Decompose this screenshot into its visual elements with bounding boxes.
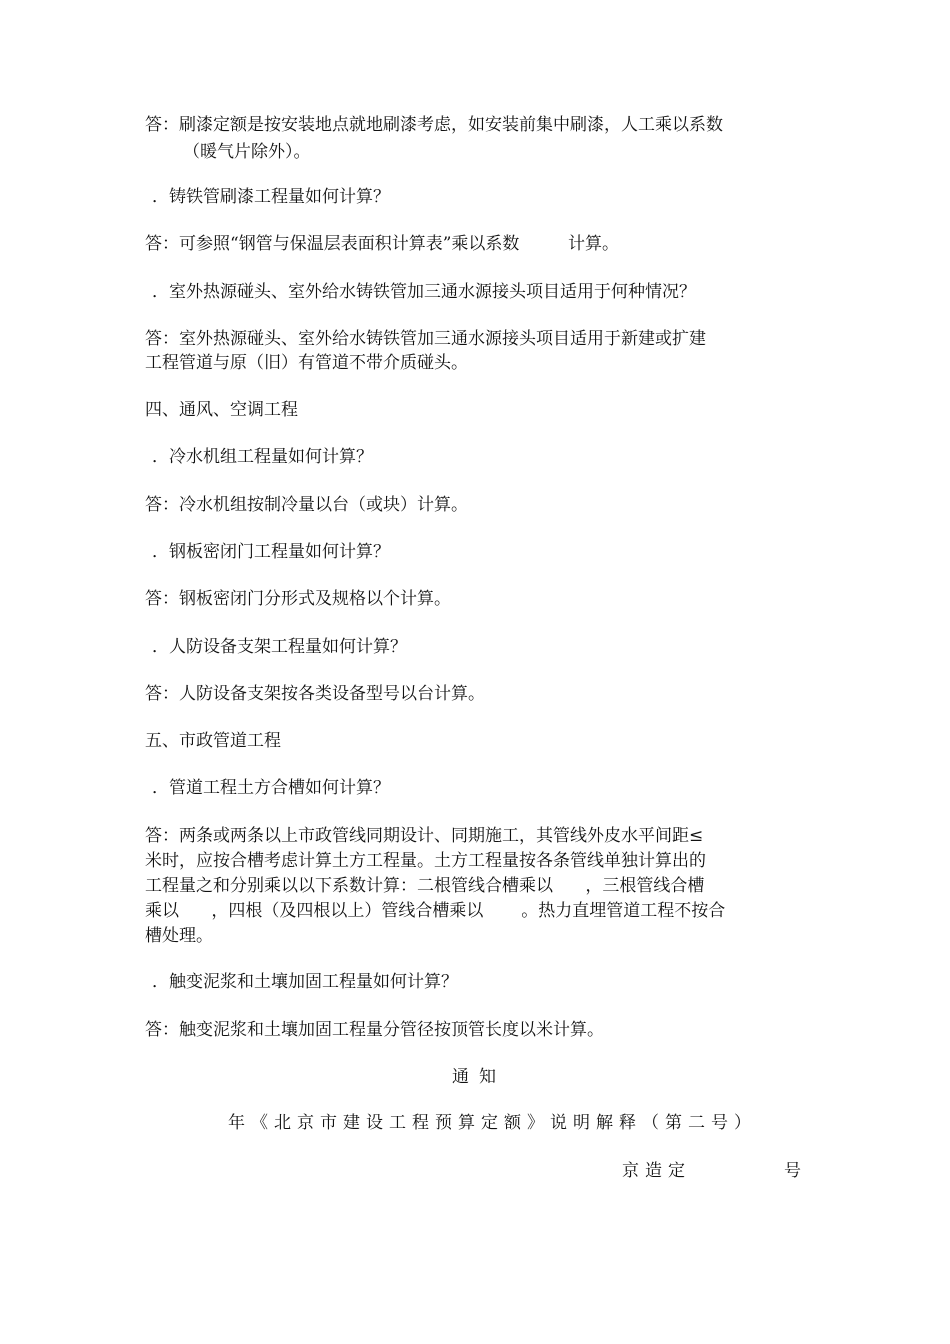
answer-thixotropic-slurry: 答：触变泥浆和土壤加固工程量分管径按顶管长度以米计算。 [145, 1020, 604, 1040]
section-heading-municipal: 五、市政管道工程 [145, 731, 281, 751]
answer-paint-quota-cont: （暖气片除外）。 [183, 142, 311, 162]
question-chiller: ．冷水机组工程量如何计算？ [152, 447, 373, 467]
answer-trench-earthwork-line5: 槽处理。 [145, 926, 213, 946]
question-trench-earthwork: ．管道工程土方合槽如何计算？ [152, 778, 390, 798]
notice-title: 通知 [452, 1067, 506, 1087]
answer-trench-earthwork-line2: 米时，应按合槽考虑计算土方工程量。土方工程量按各条管线单独计算出的 [145, 851, 706, 871]
answer-trench-earthwork: 答：两条或两条以上市政管线同期设计、同期施工，其管线外皮水平间距≤ [145, 826, 704, 846]
answer-trench-earthwork-line4: 乘以 ，四根（及四根以上）管线合槽乘以 。热力直埋管道工程不按合 [145, 901, 726, 921]
answer-civil-defense-bracket: 答：人防设备支架按各类设备型号以台计算。 [145, 684, 485, 704]
notice-doc-number-suffix: 号 [784, 1161, 801, 1181]
answer-steel-door: 答：钢板密闭门分形式及规格以个计算。 [145, 589, 451, 609]
question-steel-door: ．钢板密闭门工程量如何计算？ [152, 542, 390, 562]
question-outdoor-connection: ．室外热源碰头、室外给水铸铁管加三通水源接头项目适用于何种情况？ [152, 282, 696, 302]
answer-chiller: 答：冷水机组按制冷量以台（或块）计算。 [145, 495, 468, 515]
answer-paint-quota: 答：刷漆定额是按安装地点就地刷漆考虑，如安装前集中刷漆，人工乘以系数 [145, 115, 723, 135]
answer-outdoor-connection: 答：室外热源碰头、室外给水铸铁管加三通水源接头项目适用于新建或扩建 [145, 329, 706, 349]
question-cast-iron-paint: ．铸铁管刷漆工程量如何计算？ [152, 187, 390, 207]
notice-doc-number-prefix: 京造定 [622, 1161, 691, 1181]
section-heading-hvac: 四、通风、空调工程 [145, 400, 298, 420]
question-civil-defense-bracket: ．人防设备支架工程量如何计算？ [152, 637, 407, 657]
answer-cast-iron-paint: 答：可参照“钢管与保温层表面积计算表”乘以系数 计算。 [145, 234, 620, 254]
answer-trench-earthwork-line3: 工程量之和分别乘以以下系数计算：二根管线合槽乘以 ，三根管线合槽 [145, 876, 705, 896]
answer-outdoor-connection-cont: 工程管道与原（旧）有管道不带介质碰头。 [145, 353, 468, 373]
notice-subtitle: 年《北京市建设工程预算定额》说明解释（第二号） [228, 1113, 757, 1133]
question-thixotropic-slurry: ．触变泥浆和土壤加固工程量如何计算？ [152, 972, 458, 992]
